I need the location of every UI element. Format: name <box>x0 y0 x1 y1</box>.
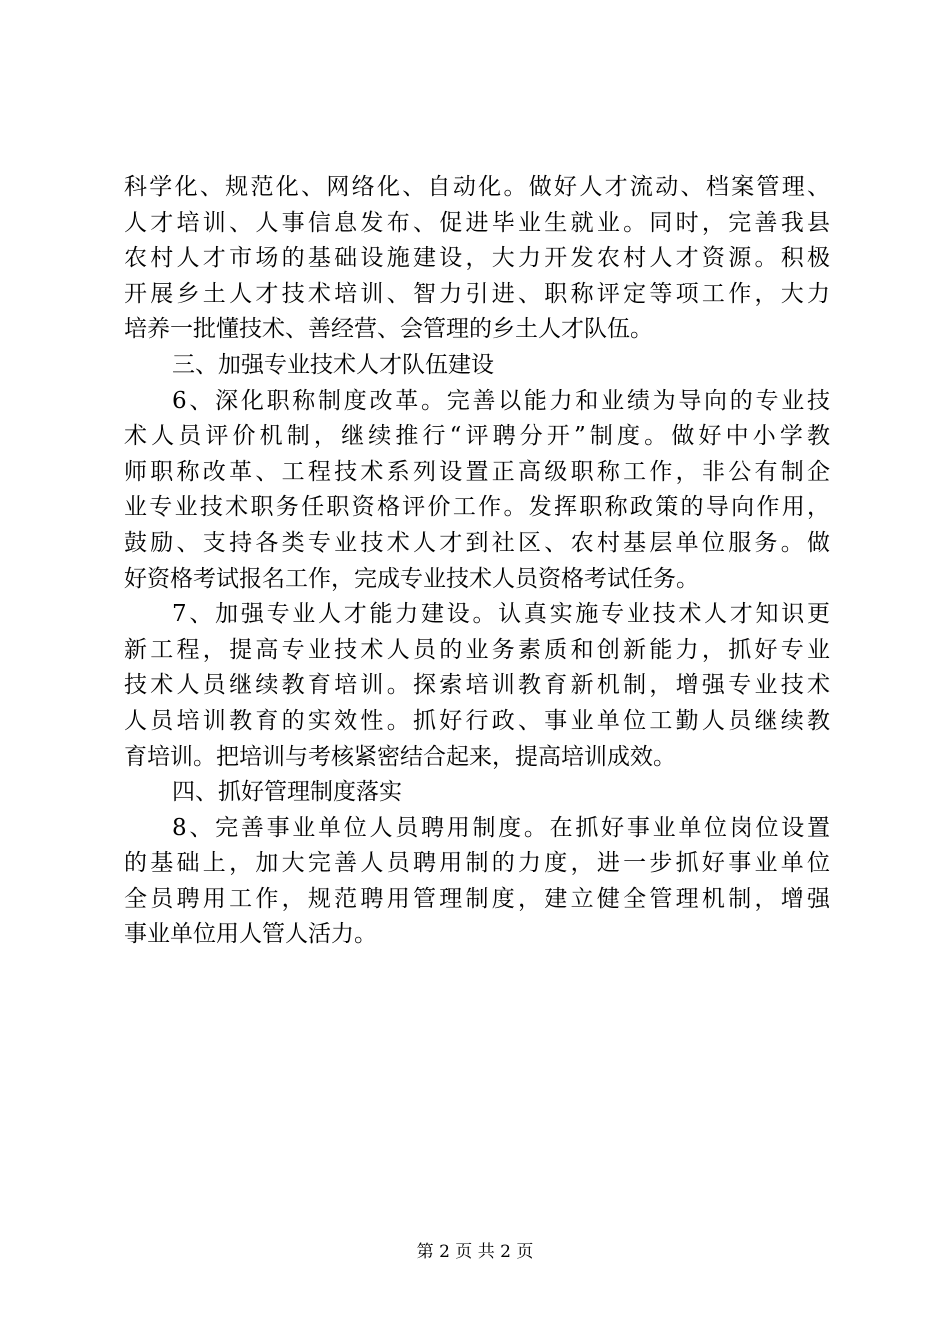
section-heading: 四、抓好管理制度落实 <box>172 779 402 806</box>
text-line: 事业单位用人管人活力。 <box>124 921 377 948</box>
text-line: 农村人才市场的基础设施建设，大力开发农村人才资源。积极 <box>124 245 830 272</box>
page-footer: 第 2 页 共 2 页 <box>416 1242 534 1262</box>
section-heading: 三、加强专业技术人才队伍建设 <box>172 351 494 378</box>
text-line: 6、深化职称制度改革。完善以能力和业绩为导向的专业技 <box>172 387 830 414</box>
text-line: 开展乡土人才技术培训、智力引进、职称评定等项工作，大力 <box>124 280 830 307</box>
text-line: 业专业技术职务任职资格评价工作。发挥职称政策的导向作用， <box>124 494 830 521</box>
text-line: 培养一批懂技术、善经营、会管理的乡土人才队伍。 <box>124 316 653 343</box>
text-line: 师职称改革、工程技术系列设置正高级职称工作，非公有制企 <box>124 458 830 485</box>
text-line: 新工程，提高专业技术人员的业务素质和创新能力，抓好专业 <box>124 636 830 663</box>
text-line: 人员培训教育的实效性。抓好行政、事业单位工勤人员继续教 <box>124 707 830 734</box>
document-body <box>124 170 830 953</box>
text-line: 术人员评价机制，继续推行“评聘分开”制度。做好中小学教 <box>124 423 830 450</box>
text-line: 科学化、规范化、网络化、自动化。做好人才流动、档案管理、 <box>124 174 830 200</box>
text-line: 的基础上，加大完善人员聘用制的力度，进一步抓好事业单位 <box>124 850 830 877</box>
text-line: 8、完善事业单位人员聘用制度。在抓好事业单位岗位设置 <box>172 814 830 841</box>
text-line: 好资格考试报名工作，完成专业技术人员资格考试任务。 <box>124 565 699 592</box>
text-line: 育培训。把培训与考核紧密结合起来，提高培训成效。 <box>124 743 676 770</box>
text-line: 7、加强专业人才能力建设。认真实施专业技术人才知识更 <box>172 601 830 628</box>
text-line: 全员聘用工作，规范聘用管理制度，建立健全管理机制，增强 <box>124 885 830 912</box>
text-line: 技术人员继续教育培训。探索培训教育新机制，增强专业技术 <box>124 672 830 699</box>
text-line: 鼓励、支持各类专业技术人才到社区、农村基层单位服务。做 <box>124 529 830 556</box>
text-line: 人才培训、人事信息发布、促进毕业生就业。同时，完善我县 <box>124 209 830 236</box>
